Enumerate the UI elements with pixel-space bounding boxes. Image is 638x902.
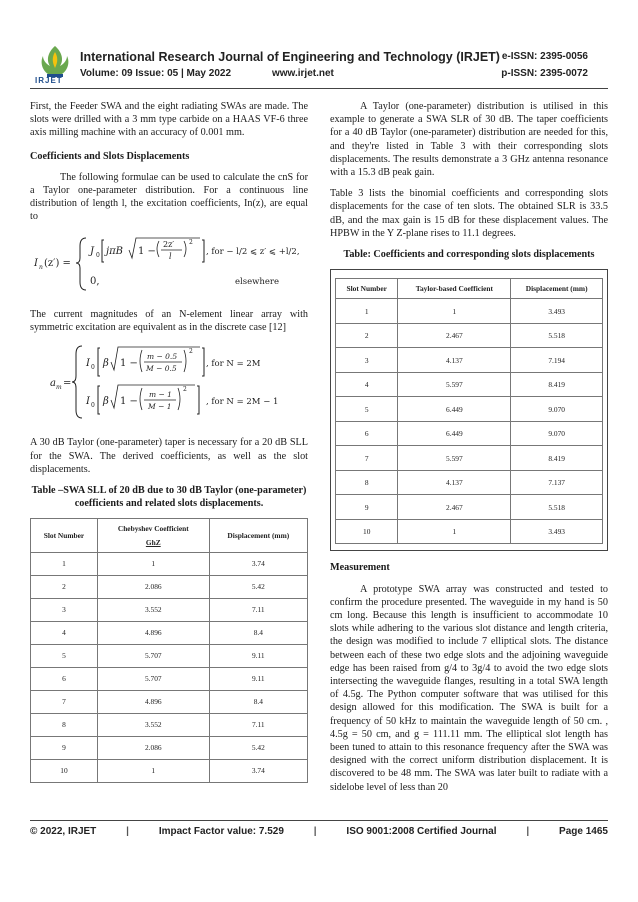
equation-discrete-array bbox=[30, 342, 308, 426]
table-cell: 5.597 bbox=[398, 446, 511, 471]
table-cell: 4.137 bbox=[398, 348, 511, 373]
table-cell: 7.194 bbox=[511, 348, 603, 373]
page-header bbox=[0, 0, 638, 90]
separator: | bbox=[526, 826, 530, 837]
table-caption: Table –SWA SLL of 20 dB due to 30 dB Taylor (one-parameter) coefficients and related slots displacements. bbox=[31, 485, 307, 510]
section-heading: Coefficients and Slots Displacements bbox=[30, 150, 190, 162]
table-row bbox=[336, 323, 603, 348]
table-cell: 5.707 bbox=[97, 667, 209, 690]
table-cell: 8.4 bbox=[209, 621, 307, 644]
eq2-i0a-sub: 0 bbox=[91, 364, 95, 372]
table-cell: 9 bbox=[336, 495, 398, 520]
table-row bbox=[336, 421, 603, 446]
copyright: © 2022, IRJET bbox=[30, 826, 97, 837]
table-row bbox=[31, 736, 308, 759]
eq2-num-a: m − 0.5 bbox=[147, 352, 178, 362]
eq2-lhs-sub: m bbox=[56, 384, 62, 392]
paragraph: A prototype SWA array was constructed and tested to confirm the procedure presented. The waveguide in my hand is 50 cm long. Because this length is insufficient to accommodate 10 slots while adhering to the various slot distance and length criteria, the design was modified to include 7 elliptical slots. The distance between each of these two edge slots and the adjoining waveguide edge has been raised from g/4 to 3g/4 to avoid the two edge slots intersecting the waveguide flanges, resulting in a total SWA length of 4.5g. The Python computer software that was utilised for this design allowed for this modification. The SWA is built for a frequency of 50 kHz to maintain the waveguide length of 50 cm. , 4.5g = 50 cm, and g = 111.11 mm. The elliptical slot length has been tuned to attain to this resonance frequency after the SWA was designed with the correct uniform distribution displacement. It is discovered to be 48 mm. The SWA was later built to radiate with a sidelobe level of less than 20 bbox=[330, 583, 608, 793]
table-cell: 7.11 bbox=[209, 713, 307, 736]
table-row bbox=[31, 759, 308, 782]
table-cell: 3 bbox=[336, 348, 398, 373]
table-cell: 4 bbox=[336, 372, 398, 397]
footer-rule bbox=[30, 820, 608, 821]
table-header: Displacement (mm) bbox=[209, 519, 307, 552]
table-cell: 9.11 bbox=[209, 667, 307, 690]
table-frame bbox=[330, 269, 608, 551]
table-cell: 1 bbox=[31, 552, 98, 575]
table-cell: 5 bbox=[336, 397, 398, 422]
eq-j0-sub: 0 bbox=[96, 251, 100, 259]
paragraph: A Taylor (one-parameter) distribution is utilised in this example to generate a SWA SLR of 30 dB. The taper coefficients for a 40 dB Taylor (one-parameter) distribution are needed for this, and they're listed in Table 3 with their corresponding slots displacements. The results demonstrate a 3 GHz antenna resonance with a 15.3 dB peak gain. bbox=[330, 101, 608, 179]
eq-one-minus: 1 − bbox=[138, 245, 156, 257]
table-row bbox=[336, 348, 603, 373]
table-cell: 4.137 bbox=[398, 470, 511, 495]
table-cell: 1 bbox=[398, 299, 511, 324]
logo-text: IRJET bbox=[35, 76, 63, 85]
eq2-cond-a: , for N = 2M bbox=[206, 359, 261, 370]
table-cell: 5.707 bbox=[97, 644, 209, 667]
eq-j0: J bbox=[90, 245, 95, 257]
table-row bbox=[31, 690, 308, 713]
website-link[interactable]: www.irjet.net bbox=[272, 68, 334, 79]
table-cell: 2.086 bbox=[97, 575, 209, 598]
eq-lhs: I bbox=[34, 257, 38, 269]
slot-displacement-table-chebyshev bbox=[30, 518, 308, 782]
paragraph: First, the Feeder SWA and the eight radiating SWAs are made. The slots were drilled with a 3 mm type carbide on a HAAS VF-6 three axis milling machine with an accuracy of 0.001 mm. bbox=[30, 101, 308, 139]
eq2-i0a: I bbox=[86, 358, 90, 370]
eq2-i0b: I bbox=[86, 396, 90, 408]
eq2-den-b: M − 1 bbox=[148, 402, 172, 412]
table-cell: 2.467 bbox=[398, 495, 511, 520]
paragraph: The following formulae can be used to calculate the cnS for a Taylor one-parameter distribution. For a continuous line distribution of length l, the excitation coefficients, In(z), are equal to bbox=[30, 171, 308, 223]
volume-info: Volume: 09 Issue: 05 | May 2022 bbox=[80, 68, 232, 79]
table-row bbox=[31, 621, 308, 644]
eq2-cond-b: , for N = 2M − 1 bbox=[206, 397, 279, 408]
eq2-beta-a: β bbox=[103, 358, 109, 370]
table-cell: 3.552 bbox=[97, 713, 209, 736]
iso-cert: ISO 9001:2008 Certified Journal bbox=[346, 826, 497, 837]
table-body bbox=[336, 299, 603, 544]
journal-title: International Research Journal of Engineering and Technology (IRJET) bbox=[80, 50, 500, 64]
eq2-beta-b: β bbox=[103, 396, 109, 408]
table-body bbox=[31, 552, 308, 782]
table-cell: 7.11 bbox=[209, 598, 307, 621]
table-row bbox=[336, 519, 603, 544]
table-cell: 8.419 bbox=[511, 372, 603, 397]
table-row bbox=[31, 667, 308, 690]
table-cell: 9.070 bbox=[511, 397, 603, 422]
table-cell: 7 bbox=[31, 690, 98, 713]
table-header: Chebyshev Coefficient GhZ bbox=[97, 519, 209, 552]
table-cell: 4.896 bbox=[97, 690, 209, 713]
table-cell: 5.518 bbox=[511, 323, 603, 348]
separator: | bbox=[313, 826, 317, 837]
table-row bbox=[336, 446, 603, 471]
table-row bbox=[336, 495, 603, 520]
table-row bbox=[31, 644, 308, 667]
table-cell: 8 bbox=[336, 470, 398, 495]
eq2-sq-a: 2 bbox=[189, 348, 193, 356]
table-cell: 6.449 bbox=[398, 397, 511, 422]
eq2-i0b-sub: 0 bbox=[91, 402, 95, 410]
table-cell: 6.449 bbox=[398, 421, 511, 446]
left-column bbox=[30, 100, 308, 783]
table-cell: 10 bbox=[31, 759, 98, 782]
eq-cond2: elsewhere bbox=[235, 276, 280, 287]
eq2-lhs: a bbox=[50, 378, 56, 390]
table-row bbox=[336, 470, 603, 495]
table-row bbox=[31, 552, 308, 575]
table-row bbox=[336, 397, 603, 422]
eq-zero: 0, bbox=[90, 275, 100, 287]
table-cell: 4.896 bbox=[97, 621, 209, 644]
eq-arg: (z′) = bbox=[44, 257, 71, 269]
table-header: Displacement (mm) bbox=[511, 279, 603, 299]
table-cell: 2 bbox=[336, 323, 398, 348]
eq2-one-minus-b: 1 − bbox=[120, 396, 138, 408]
paragraph: A 30 dB Taylor (one-parameter) taper is necessary for a 20 dB SLL for the SWA. The derived coefficients, as well as the slot displacements. bbox=[30, 437, 308, 475]
table-cell: 3.493 bbox=[511, 299, 603, 324]
table-cell: 1 bbox=[398, 519, 511, 544]
pissn: p-ISSN: 2395-0072 bbox=[501, 68, 588, 79]
table-cell: 10 bbox=[336, 519, 398, 544]
eissn: e-ISSN: 2395-0056 bbox=[501, 51, 588, 62]
page-footer bbox=[30, 826, 608, 837]
table-cell: 2 bbox=[31, 575, 98, 598]
eq2-sq-b: 2 bbox=[183, 386, 187, 394]
table-row bbox=[336, 299, 603, 324]
section-heading: Measurement bbox=[330, 562, 390, 574]
header-rule bbox=[30, 88, 608, 89]
table-cell: 5 bbox=[31, 644, 98, 667]
table-header: Slot Number bbox=[31, 519, 98, 552]
table-row bbox=[31, 575, 308, 598]
table-cell: 4 bbox=[31, 621, 98, 644]
table-cell: 5.518 bbox=[511, 495, 603, 520]
table-row bbox=[31, 713, 308, 736]
table-row bbox=[336, 372, 603, 397]
table-cell: 9 bbox=[31, 736, 98, 759]
paragraph: Table 3 lists the binomial coefficients and corresponding slots displacements for the case of ten slots. The obtained SLR is 33.5 dB, and the max gain is 15 dB for these displacement values. The HPBW in the Y Z-plane rises to 11.1 degrees. bbox=[330, 188, 608, 239]
eq2-one-minus-a: 1 − bbox=[120, 358, 138, 370]
table-cell: 3 bbox=[31, 598, 98, 621]
paragraph: The current magnitudes of an N-element linear array with symmetric excitation are equivalent as in the discrete case [12] bbox=[30, 308, 308, 334]
table-cell: 5.42 bbox=[209, 575, 307, 598]
table-cell: 1 bbox=[97, 759, 209, 782]
table-cell: 5.42 bbox=[209, 736, 307, 759]
table-cell: 3.552 bbox=[97, 598, 209, 621]
table-cell: 2.086 bbox=[97, 736, 209, 759]
eq2-eq: = bbox=[63, 378, 72, 390]
eq-jpib: jπB bbox=[106, 245, 124, 257]
eq2-num-b: m − 1 bbox=[149, 390, 172, 400]
equation-line-distribution bbox=[30, 232, 308, 298]
right-column bbox=[330, 100, 608, 802]
eq2-den-a: M − 0.5 bbox=[146, 364, 177, 374]
table-cell: 8 bbox=[31, 713, 98, 736]
impact-factor: Impact Factor value: 7.529 bbox=[158, 826, 284, 837]
table-cell: 7.137 bbox=[511, 470, 603, 495]
table-cell: 2.467 bbox=[398, 323, 511, 348]
eq-cond1: , for − l/2 ⩽ z′ ⩽ +l/2, bbox=[206, 246, 300, 257]
table-cell: 9.11 bbox=[209, 644, 307, 667]
table-header: Slot Number bbox=[336, 279, 398, 299]
table-cell: 9.070 bbox=[511, 421, 603, 446]
table-header: Taylor-based Coefficient bbox=[398, 279, 511, 299]
table-cell: 6 bbox=[336, 421, 398, 446]
separator: | bbox=[126, 826, 129, 837]
table-cell: 3.74 bbox=[209, 552, 307, 575]
eq-sq: 2 bbox=[189, 238, 193, 246]
table-row bbox=[31, 598, 308, 621]
table-caption: Table: Coefficients and corresponding slots displacements bbox=[343, 249, 595, 261]
eq-lhs-sub: n bbox=[39, 263, 43, 271]
page-number: Page 1465 bbox=[559, 826, 608, 837]
table-cell: 3.493 bbox=[511, 519, 603, 544]
table-cell: 1 bbox=[97, 552, 209, 575]
table-cell: 5.597 bbox=[398, 372, 511, 397]
table-cell: 1 bbox=[336, 299, 398, 324]
table-cell: 3.74 bbox=[209, 759, 307, 782]
table-cell: 7 bbox=[336, 446, 398, 471]
table-cell: 6 bbox=[31, 667, 98, 690]
eq-2z: 2z′ bbox=[163, 239, 175, 249]
eq-l: l bbox=[169, 251, 172, 261]
slot-displacement-table-taylor bbox=[335, 278, 603, 544]
table-cell: 8.4 bbox=[209, 690, 307, 713]
table-cell: 8.419 bbox=[511, 446, 603, 471]
